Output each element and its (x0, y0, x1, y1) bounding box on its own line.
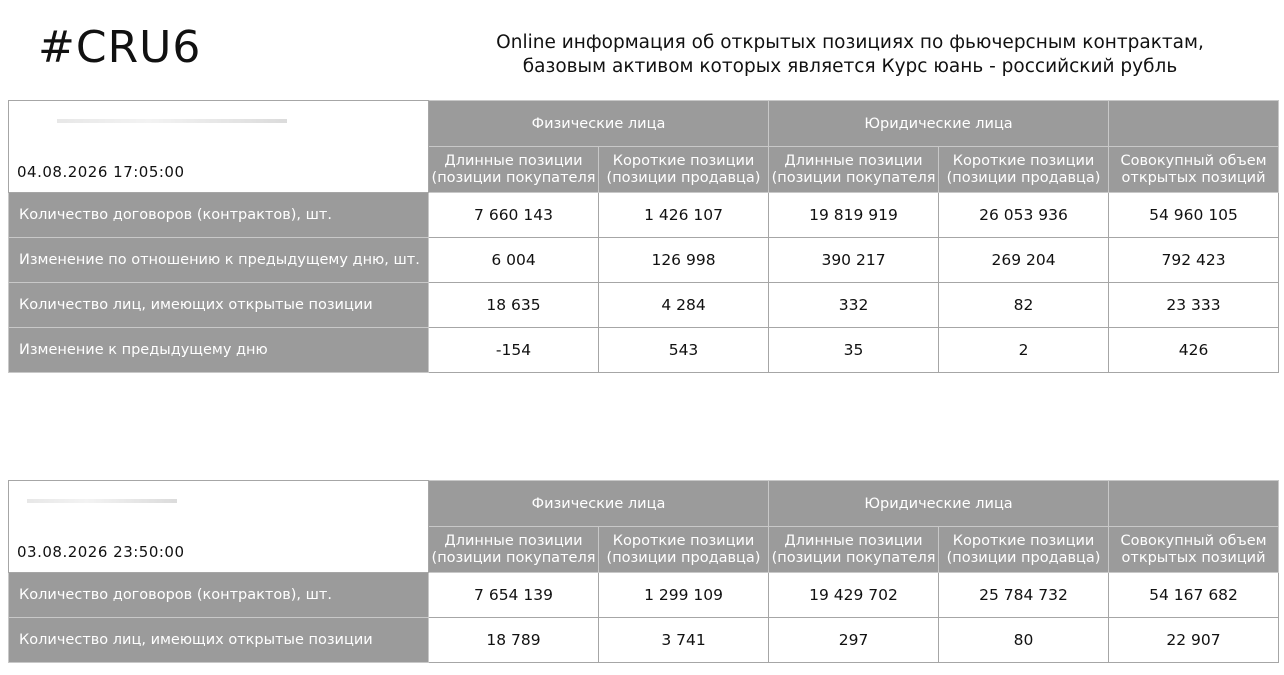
change-cell: 35 (769, 328, 939, 373)
table-datetime (9, 101, 429, 193)
col-header-line: Совокупный объем (1120, 532, 1267, 549)
col-header-short-individuals (599, 147, 769, 193)
col-header-short-legal (939, 147, 1109, 193)
col-header-line: (позиции покупателя (431, 169, 596, 186)
ticker-title: #CRU6 (38, 22, 202, 73)
group-header-individuals: Физические лица (429, 481, 769, 527)
col-header-line: (позиции продавца) (606, 169, 761, 186)
row-label: Количество лиц, имеющих открытые позиции (9, 283, 429, 328)
row-label: Изменение к предыдущему дню (9, 328, 429, 373)
col-header-line: Совокупный объем (1120, 152, 1267, 169)
col-header-long-legal (769, 147, 939, 193)
col-header-line: Короткие позиции (612, 152, 755, 169)
col-header-line: открытых позиций (1121, 169, 1266, 186)
col-header-line: Длинные позиции (784, 532, 923, 549)
col-header-line: (позиции продавца) (946, 549, 1101, 566)
table-cell: 4 284 (599, 283, 769, 328)
table-cell: 19 429 702 (769, 573, 939, 618)
table-cell: 80 (939, 618, 1109, 663)
row-label: Количество договоров (контрактов), шт. (9, 573, 429, 618)
change-cell: 792 423 (1109, 238, 1279, 283)
row-label: Количество лиц, имеющих открытые позиции (9, 618, 429, 663)
table-cell: 19 819 919 (769, 193, 939, 238)
col-header-line: (позиции покупателя (431, 549, 596, 566)
col-header-long-individuals (429, 527, 599, 573)
table-row (9, 618, 1279, 663)
change-cell: 543 (599, 328, 769, 373)
table-cell: 54 960 105 (1109, 193, 1279, 238)
col-header-total (1109, 527, 1279, 573)
table-row (9, 238, 1279, 283)
open-positions-table-previous (8, 480, 1279, 663)
group-header-empty (1109, 481, 1279, 527)
change-cell: 390 217 (769, 238, 939, 283)
col-header-line: (позиции покупателя (771, 169, 936, 186)
table-cell: 23 333 (1109, 283, 1279, 328)
table-cell: 1 426 107 (599, 193, 769, 238)
group-header-empty (1109, 101, 1279, 147)
table-cell: 18 635 (429, 283, 599, 328)
change-cell: 269 204 (939, 238, 1109, 283)
table-cell: 18 789 (429, 618, 599, 663)
group-header-individuals: Физические лица (429, 101, 769, 147)
table-cell: 82 (939, 283, 1109, 328)
page-title-line-1: Online информация об открытых позициях по фьючерсным контрактам, (496, 32, 1204, 53)
page-title (430, 31, 1270, 79)
table-row (9, 193, 1279, 238)
col-header-long-legal (769, 527, 939, 573)
table-row (9, 328, 1279, 373)
open-positions-table-current (8, 100, 1279, 373)
table-row (9, 283, 1279, 328)
col-header-line: открытых позиций (1121, 549, 1266, 566)
change-cell: 2 (939, 328, 1109, 373)
table-cell: 54 167 682 (1109, 573, 1279, 618)
col-header-total (1109, 147, 1279, 193)
col-header-line: Длинные позиции (444, 532, 583, 549)
table-row (9, 573, 1279, 618)
table-cell: 7 654 139 (429, 573, 599, 618)
row-label: Изменение по отношению к предыдущему дню, шт. (9, 238, 429, 283)
change-cell: -154 (429, 328, 599, 373)
table-cell: 25 784 732 (939, 573, 1109, 618)
change-cell: 6 004 (429, 238, 599, 283)
table-cell: 22 907 (1109, 618, 1279, 663)
col-header-line: Длинные позиции (444, 152, 583, 169)
datetime-value: 04.08.2026 17:05:00 (17, 163, 185, 181)
table-cell: 26 053 936 (939, 193, 1109, 238)
col-header-line: Короткие позиции (952, 532, 1095, 549)
col-header-short-individuals (599, 527, 769, 573)
col-header-line: (позиции продавца) (606, 549, 761, 566)
col-header-line: Короткие позиции (612, 532, 755, 549)
datetime-value: 03.08.2026 23:50:00 (17, 543, 185, 561)
col-header-short-legal (939, 527, 1109, 573)
col-header-long-individuals (429, 147, 599, 193)
group-header-legal: Юридические лица (769, 101, 1109, 147)
col-header-line: (позиции покупателя (771, 549, 936, 566)
table-datetime (9, 481, 429, 573)
col-header-line: Короткие позиции (952, 152, 1095, 169)
table-cell: 7 660 143 (429, 193, 599, 238)
group-header-legal: Юридические лица (769, 481, 1109, 527)
table-cell: 297 (769, 618, 939, 663)
page-title-line-2: базовым активом которых является Курс юань - российский рубль (522, 56, 1178, 77)
table-cell: 332 (769, 283, 939, 328)
col-header-line: Длинные позиции (784, 152, 923, 169)
change-cell: 126 998 (599, 238, 769, 283)
row-label: Количество договоров (контрактов), шт. (9, 193, 429, 238)
col-header-line: (позиции продавца) (946, 169, 1101, 186)
table-cell: 3 741 (599, 618, 769, 663)
table-cell: 1 299 109 (599, 573, 769, 618)
change-cell: 426 (1109, 328, 1279, 373)
